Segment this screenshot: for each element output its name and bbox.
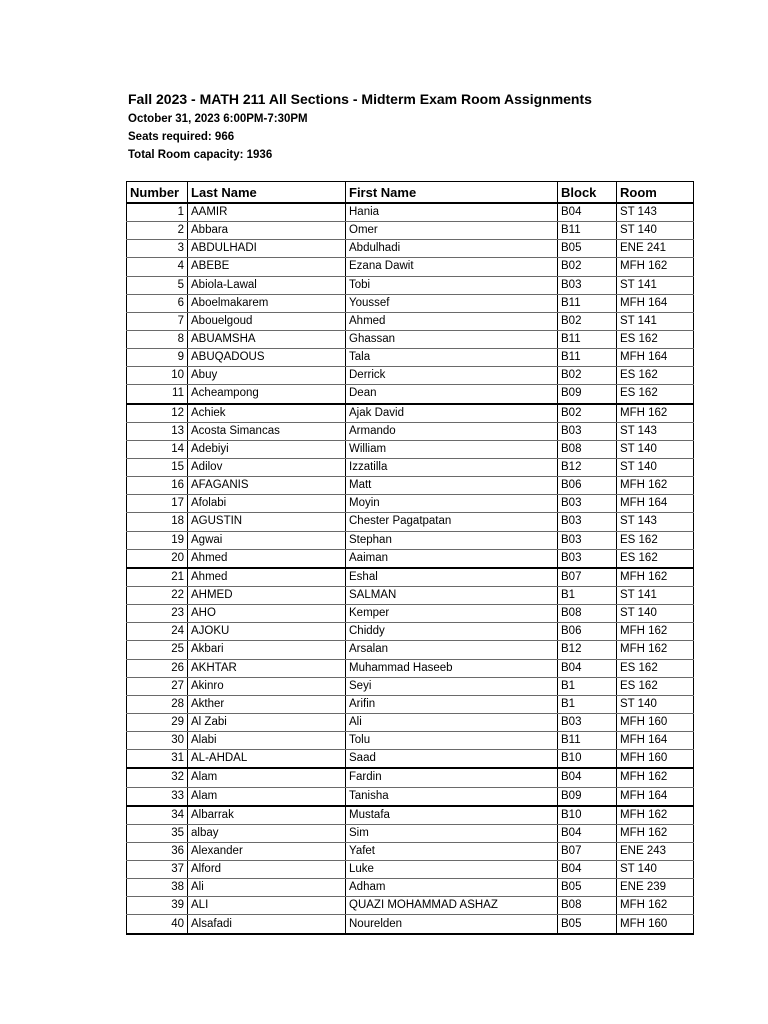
cell-number: 37 xyxy=(127,861,188,879)
cell-first-name: Chester Pagatpatan xyxy=(346,513,558,531)
cell-block: B11 xyxy=(558,222,617,240)
cell-number: 32 xyxy=(127,768,188,787)
cell-room: ES 162 xyxy=(617,330,694,348)
cell-room: MFH 162 xyxy=(617,404,694,423)
column-header-block: Block xyxy=(558,182,617,204)
cell-last-name: Alabi xyxy=(188,732,346,750)
cell-last-name: ABUAMSHA xyxy=(188,330,346,348)
cell-last-name: Ali xyxy=(188,879,346,897)
cell-number: 34 xyxy=(127,806,188,825)
table-row xyxy=(127,222,694,240)
table-row xyxy=(127,842,694,860)
cell-last-name: Akbari xyxy=(188,641,346,659)
cell-number: 33 xyxy=(127,787,188,806)
cell-first-name: Chiddy xyxy=(346,623,558,641)
cell-block: B07 xyxy=(558,568,617,587)
cell-room: ENE 241 xyxy=(617,240,694,258)
cell-block: B04 xyxy=(558,659,617,677)
cell-first-name: Ajak David xyxy=(346,404,558,423)
cell-room: MFH 162 xyxy=(617,477,694,495)
cell-block: B06 xyxy=(558,623,617,641)
cell-block: B11 xyxy=(558,294,617,312)
cell-last-name: AL-AHDAL xyxy=(188,750,346,769)
table-row xyxy=(127,586,694,604)
cell-block: B12 xyxy=(558,641,617,659)
cell-first-name: Dean xyxy=(346,385,558,404)
cell-last-name: Abuy xyxy=(188,367,346,385)
cell-first-name: SALMAN xyxy=(346,586,558,604)
cell-last-name: Aboelmakarem xyxy=(188,294,346,312)
cell-number: 20 xyxy=(127,549,188,568)
cell-last-name: Abouelgoud xyxy=(188,312,346,330)
cell-number: 30 xyxy=(127,732,188,750)
cell-block: B03 xyxy=(558,276,617,294)
table-row xyxy=(127,349,694,367)
table-row xyxy=(127,695,694,713)
cell-number: 15 xyxy=(127,458,188,476)
table-row xyxy=(127,440,694,458)
cell-first-name: Saad xyxy=(346,750,558,769)
cell-block: B03 xyxy=(558,531,617,549)
cell-number: 11 xyxy=(127,385,188,404)
cell-first-name: Izzatilla xyxy=(346,458,558,476)
cell-last-name: ABUQADOUS xyxy=(188,349,346,367)
table-row xyxy=(127,787,694,806)
table-row xyxy=(127,677,694,695)
cell-first-name: Abdulhadi xyxy=(346,240,558,258)
cell-room: ST 140 xyxy=(617,605,694,623)
cell-first-name: QUAZI MOHAMMAD ASHAZ xyxy=(346,897,558,915)
cell-block: B1 xyxy=(558,695,617,713)
cell-first-name: Stephan xyxy=(346,531,558,549)
cell-number: 31 xyxy=(127,750,188,769)
table-row xyxy=(127,422,694,440)
cell-room: ES 162 xyxy=(617,659,694,677)
cell-room: MFH 164 xyxy=(617,349,694,367)
cell-block: B1 xyxy=(558,586,617,604)
cell-block: B12 xyxy=(558,458,617,476)
cell-number: 12 xyxy=(127,404,188,423)
cell-block: B11 xyxy=(558,349,617,367)
cell-number: 3 xyxy=(127,240,188,258)
cell-first-name: Ghassan xyxy=(346,330,558,348)
cell-last-name: albay xyxy=(188,824,346,842)
cell-block: B03 xyxy=(558,422,617,440)
cell-last-name: Alford xyxy=(188,861,346,879)
table-row xyxy=(127,203,694,222)
cell-first-name: Seyi xyxy=(346,677,558,695)
cell-room: MFH 162 xyxy=(617,568,694,587)
table-row xyxy=(127,641,694,659)
cell-block: B11 xyxy=(558,732,617,750)
cell-room: ST 140 xyxy=(617,695,694,713)
cell-block: B07 xyxy=(558,842,617,860)
table-row xyxy=(127,750,694,769)
cell-number: 19 xyxy=(127,531,188,549)
table-row xyxy=(127,385,694,404)
cell-last-name: Akther xyxy=(188,695,346,713)
cell-first-name: Hania xyxy=(346,203,558,222)
cell-room: ENE 243 xyxy=(617,842,694,860)
cell-last-name: Adilov xyxy=(188,458,346,476)
cell-block: B1 xyxy=(558,677,617,695)
table-row xyxy=(127,276,694,294)
cell-first-name: Sim xyxy=(346,824,558,842)
cell-number: 9 xyxy=(127,349,188,367)
cell-room: ES 162 xyxy=(617,385,694,404)
cell-room: MFH 160 xyxy=(617,750,694,769)
cell-first-name: William xyxy=(346,440,558,458)
table-row xyxy=(127,915,694,934)
exam-datetime: October 31, 2023 6:00PM-7:30PM xyxy=(128,113,308,125)
table-header-row xyxy=(127,182,694,204)
cell-last-name: Abbara xyxy=(188,222,346,240)
cell-first-name: Aaiman xyxy=(346,549,558,568)
cell-first-name: Tobi xyxy=(346,276,558,294)
cell-block: B02 xyxy=(558,404,617,423)
column-header-room: Room xyxy=(617,182,694,204)
cell-number: 24 xyxy=(127,623,188,641)
document-title: Fall 2023 - MATH 211 All Sections - Midterm Exam Room Assignments xyxy=(128,91,592,107)
cell-last-name: Albarrak xyxy=(188,806,346,825)
cell-last-name: Akinro xyxy=(188,677,346,695)
cell-room: MFH 164 xyxy=(617,732,694,750)
cell-block: B09 xyxy=(558,787,617,806)
cell-block: B04 xyxy=(558,203,617,222)
table-row xyxy=(127,768,694,787)
cell-first-name: Arsalan xyxy=(346,641,558,659)
cell-number: 25 xyxy=(127,641,188,659)
cell-block: B06 xyxy=(558,477,617,495)
cell-first-name: Adham xyxy=(346,879,558,897)
cell-block: B03 xyxy=(558,713,617,731)
cell-last-name: Ahmed xyxy=(188,568,346,587)
table-row xyxy=(127,806,694,825)
cell-last-name: ABEBE xyxy=(188,258,346,276)
cell-room: ES 162 xyxy=(617,677,694,695)
table-row xyxy=(127,861,694,879)
cell-last-name: Acheampong xyxy=(188,385,346,404)
cell-block: B02 xyxy=(558,312,617,330)
table-row xyxy=(127,732,694,750)
cell-room: MFH 164 xyxy=(617,495,694,513)
cell-room: MFH 162 xyxy=(617,623,694,641)
cell-block: B10 xyxy=(558,750,617,769)
total-room-capacity: Total Room capacity: 1936 xyxy=(128,149,273,161)
cell-block: B05 xyxy=(558,879,617,897)
column-header-number: Number xyxy=(127,182,188,204)
cell-room: ES 162 xyxy=(617,549,694,568)
table-row xyxy=(127,513,694,531)
cell-last-name: AAMIR xyxy=(188,203,346,222)
table-row xyxy=(127,879,694,897)
cell-last-name: Alsafadi xyxy=(188,915,346,934)
cell-first-name: Luke xyxy=(346,861,558,879)
cell-number: 28 xyxy=(127,695,188,713)
cell-last-name: ABDULHADI xyxy=(188,240,346,258)
table-row xyxy=(127,312,694,330)
cell-last-name: AHMED xyxy=(188,586,346,604)
cell-last-name: AJOKU xyxy=(188,623,346,641)
cell-last-name: Al Zabi xyxy=(188,713,346,731)
cell-block: B04 xyxy=(558,768,617,787)
cell-last-name: Alexander xyxy=(188,842,346,860)
cell-room: ST 141 xyxy=(617,586,694,604)
cell-last-name: Acosta Simancas xyxy=(188,422,346,440)
cell-number: 22 xyxy=(127,586,188,604)
cell-room: MFH 160 xyxy=(617,915,694,934)
column-header-last-name: Last Name xyxy=(188,182,346,204)
cell-number: 35 xyxy=(127,824,188,842)
table-row xyxy=(127,897,694,915)
table-row xyxy=(127,458,694,476)
cell-number: 17 xyxy=(127,495,188,513)
cell-last-name: AGUSTIN xyxy=(188,513,346,531)
cell-block: B08 xyxy=(558,440,617,458)
cell-block: B02 xyxy=(558,258,617,276)
table-row xyxy=(127,404,694,423)
cell-first-name: Nourelden xyxy=(346,915,558,934)
cell-first-name: Armando xyxy=(346,422,558,440)
cell-number: 21 xyxy=(127,568,188,587)
cell-room: MFH 164 xyxy=(617,787,694,806)
cell-number: 14 xyxy=(127,440,188,458)
cell-number: 10 xyxy=(127,367,188,385)
cell-first-name: Kemper xyxy=(346,605,558,623)
seats-required: Seats required: 966 xyxy=(128,131,235,143)
cell-block: B03 xyxy=(558,495,617,513)
cell-room: ES 162 xyxy=(617,531,694,549)
cell-first-name: Fardin xyxy=(346,768,558,787)
cell-room: ST 141 xyxy=(617,312,694,330)
cell-number: 7 xyxy=(127,312,188,330)
table-row xyxy=(127,477,694,495)
cell-number: 23 xyxy=(127,605,188,623)
table-row xyxy=(127,367,694,385)
cell-room: MFH 162 xyxy=(617,897,694,915)
cell-block: B04 xyxy=(558,824,617,842)
cell-room: ST 140 xyxy=(617,458,694,476)
cell-block: B10 xyxy=(558,806,617,825)
cell-first-name: Moyin xyxy=(346,495,558,513)
table-row xyxy=(127,294,694,312)
cell-room: ST 143 xyxy=(617,422,694,440)
cell-block: B05 xyxy=(558,915,617,934)
cell-block: B05 xyxy=(558,240,617,258)
cell-last-name: ALI xyxy=(188,897,346,915)
cell-room: MFH 164 xyxy=(617,294,694,312)
cell-number: 40 xyxy=(127,915,188,934)
table-row xyxy=(127,605,694,623)
cell-number: 39 xyxy=(127,897,188,915)
cell-first-name: Tanisha xyxy=(346,787,558,806)
cell-last-name: Alam xyxy=(188,768,346,787)
cell-room: ST 141 xyxy=(617,276,694,294)
cell-room: ST 140 xyxy=(617,440,694,458)
cell-last-name: AHO xyxy=(188,605,346,623)
cell-block: B08 xyxy=(558,897,617,915)
table-row xyxy=(127,495,694,513)
table-row xyxy=(127,330,694,348)
cell-number: 26 xyxy=(127,659,188,677)
table-row xyxy=(127,531,694,549)
cell-last-name: Afolabi xyxy=(188,495,346,513)
cell-first-name: Ali xyxy=(346,713,558,731)
cell-last-name: Abiola-Lawal xyxy=(188,276,346,294)
cell-number: 8 xyxy=(127,330,188,348)
cell-room: ST 140 xyxy=(617,222,694,240)
cell-room: ENE 239 xyxy=(617,879,694,897)
cell-number: 29 xyxy=(127,713,188,731)
cell-first-name: Tolu xyxy=(346,732,558,750)
cell-last-name: Alam xyxy=(188,787,346,806)
cell-number: 18 xyxy=(127,513,188,531)
cell-block: B08 xyxy=(558,605,617,623)
cell-block: B11 xyxy=(558,330,617,348)
cell-block: B09 xyxy=(558,385,617,404)
cell-number: 5 xyxy=(127,276,188,294)
cell-room: MFH 162 xyxy=(617,641,694,659)
table-row xyxy=(127,258,694,276)
cell-first-name: Muhammad Haseeb xyxy=(346,659,558,677)
cell-first-name: Matt xyxy=(346,477,558,495)
cell-first-name: Ahmed xyxy=(346,312,558,330)
cell-room: MFH 162 xyxy=(617,768,694,787)
cell-room: MFH 160 xyxy=(617,713,694,731)
table-row xyxy=(127,549,694,568)
cell-first-name: Arifin xyxy=(346,695,558,713)
cell-room: ES 162 xyxy=(617,367,694,385)
cell-room: ST 143 xyxy=(617,203,694,222)
cell-first-name: Derrick xyxy=(346,367,558,385)
cell-room: MFH 162 xyxy=(617,806,694,825)
cell-room: ST 143 xyxy=(617,513,694,531)
cell-last-name: Agwai xyxy=(188,531,346,549)
cell-room: MFH 162 xyxy=(617,258,694,276)
cell-first-name: Yafet xyxy=(346,842,558,860)
table-row xyxy=(127,713,694,731)
cell-room: MFH 162 xyxy=(617,824,694,842)
cell-block: B02 xyxy=(558,367,617,385)
table-row xyxy=(127,568,694,587)
cell-last-name: Achiek xyxy=(188,404,346,423)
cell-number: 4 xyxy=(127,258,188,276)
cell-room: ST 140 xyxy=(617,861,694,879)
cell-first-name: Tala xyxy=(346,349,558,367)
cell-first-name: Ezana Dawit xyxy=(346,258,558,276)
cell-number: 38 xyxy=(127,879,188,897)
cell-first-name: Omer xyxy=(346,222,558,240)
cell-last-name: Ahmed xyxy=(188,549,346,568)
cell-number: 16 xyxy=(127,477,188,495)
table-row xyxy=(127,824,694,842)
cell-last-name: Adebiyi xyxy=(188,440,346,458)
cell-last-name: AKHTAR xyxy=(188,659,346,677)
cell-number: 1 xyxy=(127,203,188,222)
cell-first-name: Youssef xyxy=(346,294,558,312)
cell-number: 13 xyxy=(127,422,188,440)
room-assignment-table xyxy=(126,181,694,935)
document-header xyxy=(128,90,728,164)
cell-number: 2 xyxy=(127,222,188,240)
table-row xyxy=(127,240,694,258)
cell-first-name: Eshal xyxy=(346,568,558,587)
column-header-first-name: First Name xyxy=(346,182,558,204)
cell-last-name: AFAGANIS xyxy=(188,477,346,495)
cell-block: B03 xyxy=(558,513,617,531)
cell-block: B03 xyxy=(558,549,617,568)
cell-first-name: Mustafa xyxy=(346,806,558,825)
cell-number: 36 xyxy=(127,842,188,860)
cell-number: 27 xyxy=(127,677,188,695)
table-body xyxy=(127,203,694,934)
cell-block: B04 xyxy=(558,861,617,879)
cell-number: 6 xyxy=(127,294,188,312)
table-row xyxy=(127,623,694,641)
table-row xyxy=(127,659,694,677)
